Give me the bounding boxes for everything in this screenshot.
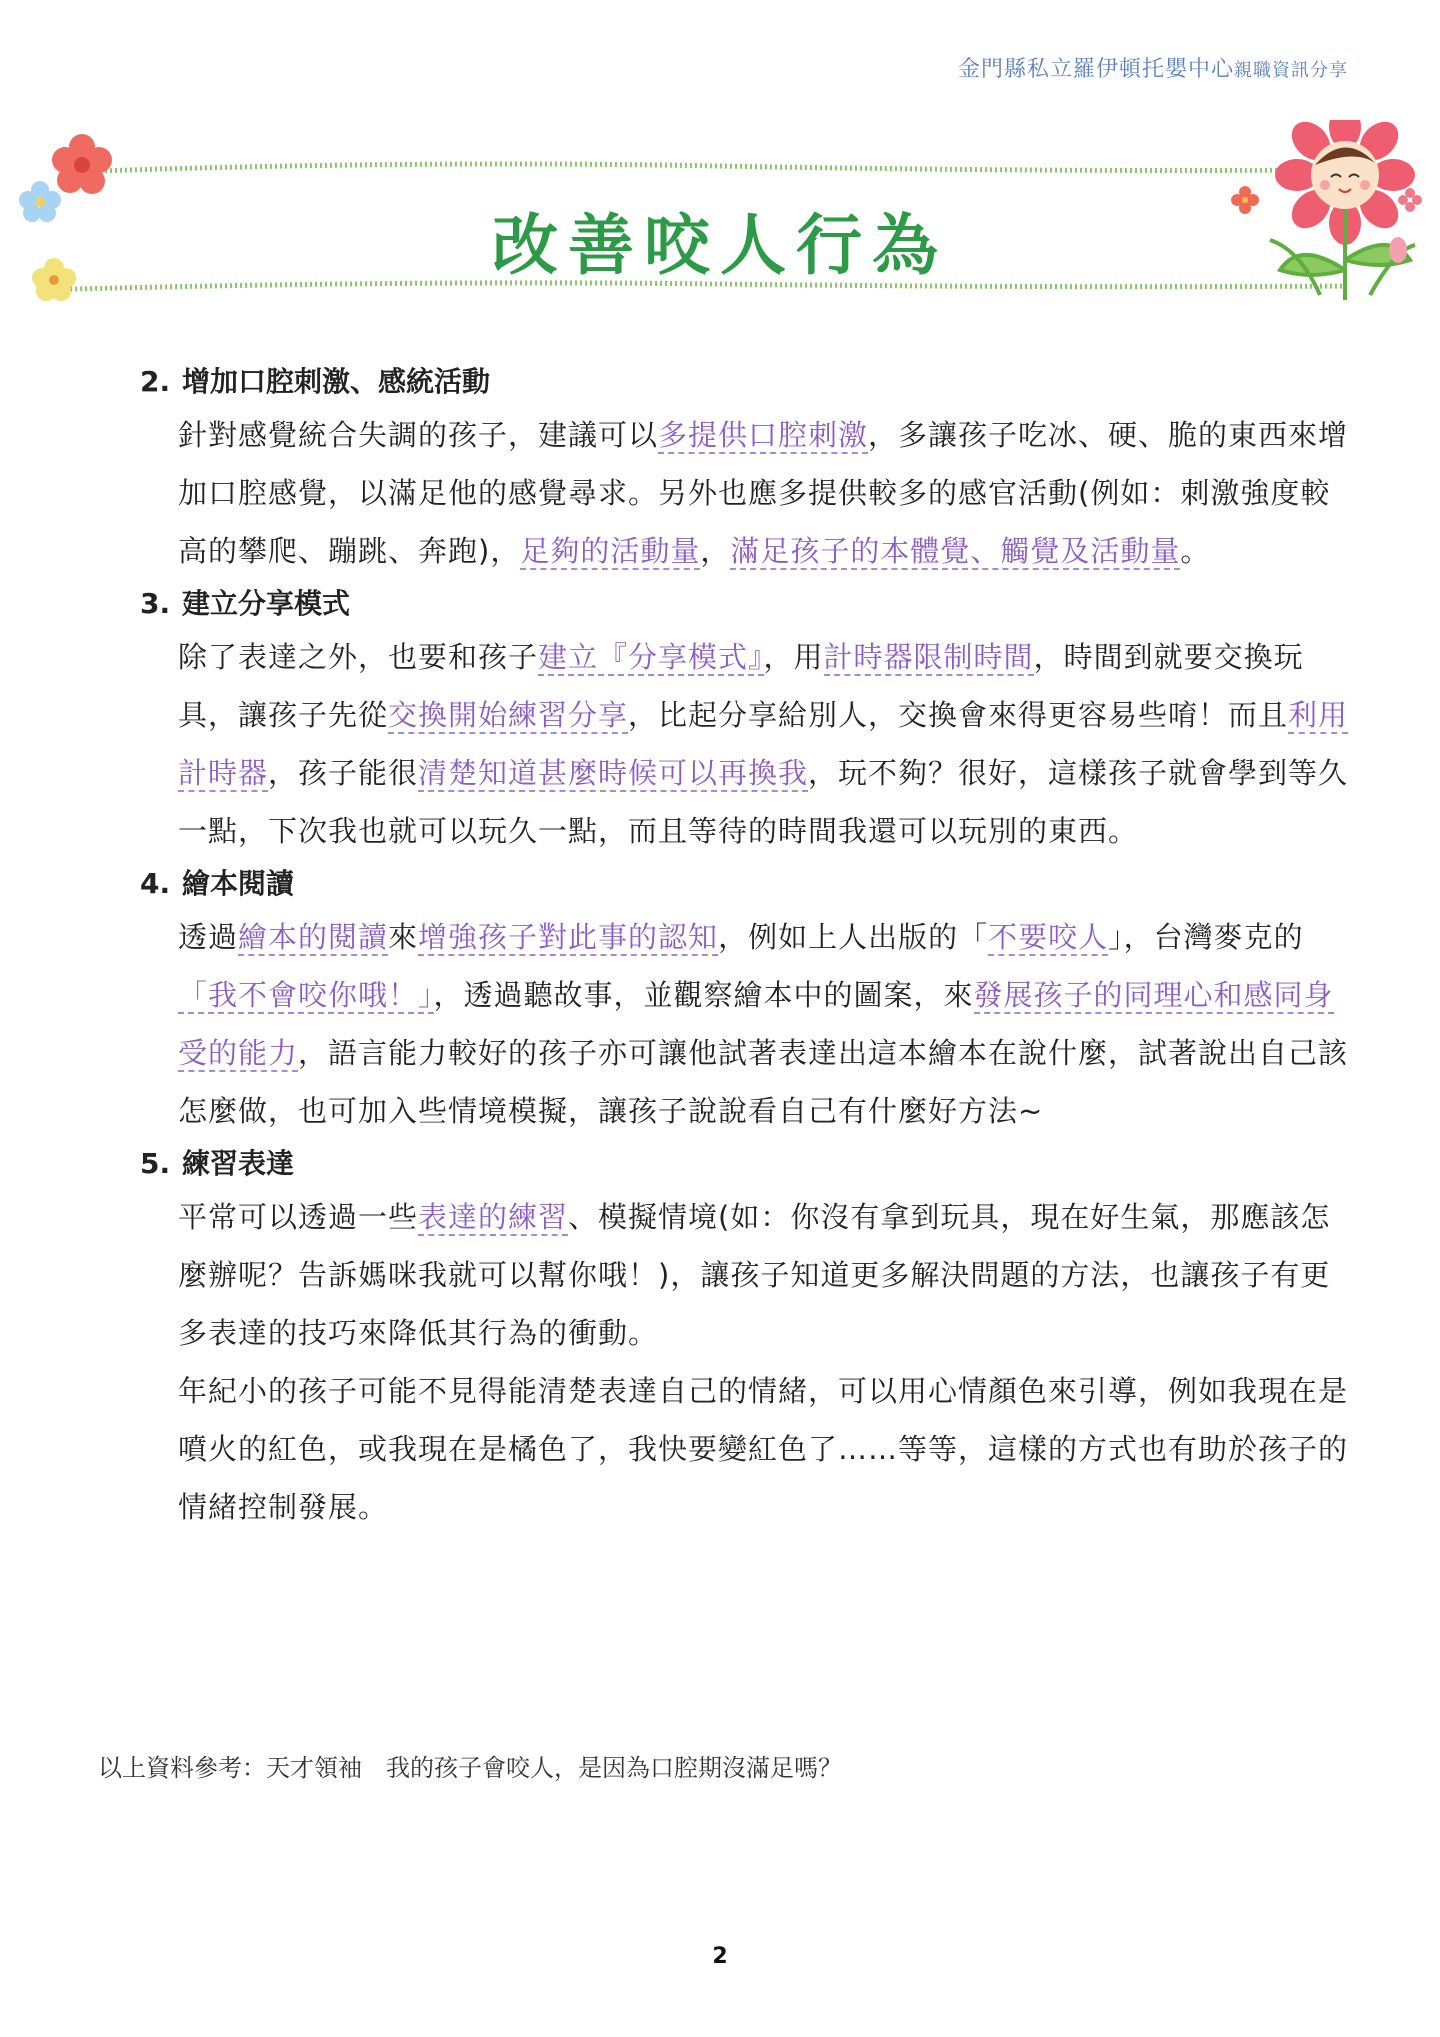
text-run: ，用 [763, 640, 824, 674]
section-number: 4. [140, 867, 171, 900]
highlighted-phrase: 不要咬人 [988, 920, 1109, 954]
highlighted-phrase: 增強孩子對此事的認知 [418, 920, 719, 954]
page-title: 改善咬人行為 [492, 207, 948, 284]
red-flower-icon [52, 134, 112, 194]
highlighted-phrase: 多提供口腔刺激 [658, 418, 869, 452]
section-heading [140, 580, 1355, 628]
highlighted-phrase: 繪本的閱讀 [238, 920, 389, 954]
page-number: 2 [712, 1944, 728, 1969]
text-run: ，孩子能很 [268, 756, 419, 790]
highlighted-phrase: 交換開始練習分享 [388, 698, 629, 732]
highlighted-phrase: 「我不會咬你哦！」 [178, 978, 434, 1012]
organization-header [958, 52, 1348, 83]
section-number: 3. [140, 587, 171, 620]
section-title: 繪本閱讀 [182, 867, 295, 900]
title-banner [0, 120, 1440, 320]
highlighted-phrase: 清楚知道甚麼時候可以再換我 [418, 756, 809, 790]
section-paragraph [178, 1188, 1355, 1362]
text-run: ，多讓孩子吃冰、硬、脆的東西來增加口腔感覺，以滿足他的感覺尋求。另外也應多提供較多的感官活動(例如：刺激強度較高的攀爬、蹦跳、奔跑)， [178, 418, 1349, 568]
text-run: 來 [388, 920, 419, 954]
text-run: 除了表達之外，也要和孩子 [178, 640, 539, 674]
text-run: ，語言能力較好的孩子亦可讓他試著表達出這本繪本在說什麼，試著說出自己該怎麼做，也可加入些情境模擬，讓孩子說說看自己有什麼好方法~ [178, 1036, 1349, 1128]
section-number: 2. [140, 365, 171, 398]
section-heading [140, 1140, 1355, 1188]
section-paragraph [178, 628, 1355, 860]
highlighted-phrase: 利用計時器 [178, 698, 1349, 790]
section-paragraph [178, 908, 1355, 1140]
text-run: ， [700, 534, 731, 568]
text-run: ，比起分享給別人，交換會來得更容易些唷！而且 [628, 698, 1289, 732]
highlighted-phrase: 滿足孩子的本體覺、觸覺及活動量 [730, 534, 1181, 568]
text-run: 」，台灣麥克的 [1108, 920, 1304, 954]
highlighted-phrase: 計時器限制時間 [823, 640, 1034, 674]
text-run: 針對感覺統合失調的孩子，建議可以 [178, 418, 659, 452]
section-title: 練習表達 [182, 1147, 295, 1180]
highlighted-phrase: 發展孩子的同理心和感同身受的能力 [178, 978, 1334, 1070]
text-run: ，透過聽故事，並觀察繪本中的圖案，來 [433, 978, 974, 1012]
section-number: 5. [140, 1147, 171, 1180]
highlighted-phrase: 建立『分享模式』 [538, 640, 764, 674]
document-body [140, 358, 1355, 1536]
section-heading [140, 860, 1355, 908]
organization-name: 金門縣私立羅伊頓托嬰中心 [957, 57, 1234, 82]
text-run: 、模擬情境(如：你沒有拿到玩具，現在好生氣，那應該怎麼辦呢？告訴媽咪我就可以幫你哦！)，讓孩子知道更多解決問題的方法，也讓孩子有更多表達的技巧來降低其行為的衝動。 [178, 1200, 1331, 1350]
section-title: 增加口腔刺激、感統活動 [182, 365, 491, 398]
vine-top-line [70, 164, 1320, 172]
section-heading [140, 358, 1355, 406]
text-run: 。 [1180, 534, 1211, 568]
text-run: ，時間到就要交換玩具，讓孩子先從 [178, 640, 1304, 732]
section-paragraph: 年紀小的孩子可能不見得能清楚表達自己的情緒，可以用心情顏色來引導，例如我現在是噴火的紅色，或我現在是橘色了，我快要變紅色了……等等，這樣的方式也有助於孩子的情緒控制發展。 [178, 1374, 1349, 1524]
text-run: ，例如上人出版的「 [718, 920, 989, 954]
organization-suffix: 親職資訊分享 [1234, 60, 1348, 81]
highlighted-phrase: 表達的練習 [418, 1200, 569, 1234]
text-run: 平常可以透過一些 [178, 1200, 419, 1234]
section-paragraph [178, 406, 1355, 580]
text-run: ，玩不夠？很好，這樣孩子就會學到等久一點，下次我也就可以玩久一點，而且等待的時間我還可以玩別的東西。 [178, 756, 1349, 848]
highlighted-phrase: 足夠的活動量 [520, 534, 701, 568]
text-run: 透過 [178, 920, 239, 954]
section-title: 建立分享模式 [182, 587, 351, 620]
reference-note: 以上資料參考：天才領袖 我的孩子會咬人，是因為口腔期沒滿足嗎？ [98, 1754, 842, 1782]
